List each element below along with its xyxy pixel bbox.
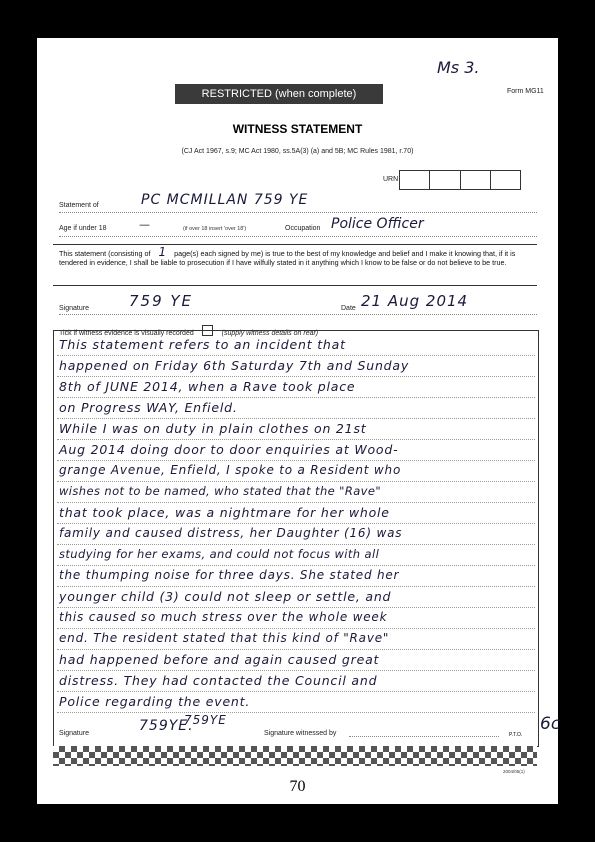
footer-signature-value[interactable]: 759YE. <box>139 718 194 734</box>
statement-line: While I was on duty in plain clothes on 21st <box>59 421 367 436</box>
page-number: 70 <box>289 778 306 795</box>
pto-label: P.T.O. <box>509 732 523 738</box>
statement-line: 8th of JUNE 2014, when a Rave took place <box>59 379 356 394</box>
statement-line: that took place, was a nightmare for her whole <box>59 505 390 520</box>
form-number: Form MG11 <box>507 88 544 95</box>
statement-line: the thumping noise for three days. She stated her <box>59 568 400 582</box>
footer-signature-label: Signature <box>59 730 89 737</box>
age-value[interactable]: — <box>139 218 150 231</box>
statement-of-label: Statement of <box>59 202 99 209</box>
urn-label: URN <box>383 176 399 183</box>
statement-line: grange Avenue, Enfield, I spoke to a Resident who <box>59 463 402 477</box>
statement-line: happened on Friday 6th Saturday 7th and Sunday <box>59 358 410 373</box>
age-label: Age if under 18 <box>59 225 107 232</box>
restricted-banner <box>175 84 383 104</box>
declaration-post: page(s) each signed by me) is true to the best of my knowledge and belief and I make it knowing that, if it is tendered in evidence, I shall be liable to prosecution if I have wilfully stated in it anything which I know to be false or do not believe to be true. <box>59 249 516 267</box>
end-signature: 759YE <box>184 713 227 727</box>
statement-line: This statement refers to an incident that <box>59 337 346 352</box>
witnessed-line[interactable] <box>349 736 499 737</box>
checkered-border <box>53 746 537 766</box>
form-code: 2004/05(1) <box>503 769 525 774</box>
statement-line: Aug 2014 doing door to door enquiries at Wood- <box>59 442 399 457</box>
signature-row <box>59 292 537 315</box>
signature-value[interactable]: 759 YE <box>129 292 194 310</box>
form-acts: (CJ Act 1967, s.9; MC Act 1980, ss.5A(3) (a) and 5B; MC Rules 1981, r.70) <box>181 148 414 155</box>
occupation-label: Occupation <box>285 225 321 232</box>
witnessed-label: Signature witnessed by <box>264 730 337 737</box>
date-value[interactable]: 21 Aug 2014 <box>361 292 469 310</box>
date-label: Date <box>341 305 356 312</box>
age-note: (if over 18 insert 'over 18') <box>183 226 247 232</box>
side-mark: 6c <box>540 714 561 734</box>
page-reference: Ms 3. <box>437 58 480 77</box>
statement-line: wishes not to be named, who stated that the "Rave" <box>59 484 382 498</box>
signature-label: Signature <box>59 305 89 312</box>
restricted-label: RESTRICTED (when complete) <box>201 88 357 100</box>
statement-body <box>53 330 539 733</box>
form-title: WITNESS STATEMENT <box>232 122 363 136</box>
statement-line: this caused so much stress over the whole week <box>59 610 388 624</box>
statement-line: on Progress WAY, Enfield. <box>59 400 238 415</box>
footer-signature-fields <box>59 718 537 738</box>
statement-page <box>37 38 561 804</box>
age-occupation-row <box>59 216 537 237</box>
statement-line: end. The resident stated that this kind of "Rave" <box>59 631 390 645</box>
declaration-text <box>59 245 535 267</box>
statement-line: studying for her exams, and could not focus with all <box>59 547 380 561</box>
declaration-pre: This statement (consisting of <box>59 249 151 258</box>
statement-line: Police regarding the event. <box>59 694 251 709</box>
occupation-value[interactable]: Police Officer <box>331 216 424 232</box>
statement-line: younger child (3) could not sleep or settle, and <box>59 589 392 604</box>
tick-note: (supply witness details on rear) <box>221 330 319 337</box>
tick-label: Tick if witness evidence is visually recorded <box>59 330 194 337</box>
statement-line: distress. They had contacted the Council and <box>59 673 378 688</box>
urn-boxes[interactable] <box>399 170 521 190</box>
statement-line: had happened before and again caused great <box>59 652 380 667</box>
statement-line: family and caused distress, her Daughter (16) was <box>59 526 403 540</box>
declaration-pages[interactable]: 1 <box>158 245 167 259</box>
statement-of-row <box>59 192 537 213</box>
statement-of-value[interactable]: PC MCMILLAN 759 YE <box>141 192 309 208</box>
